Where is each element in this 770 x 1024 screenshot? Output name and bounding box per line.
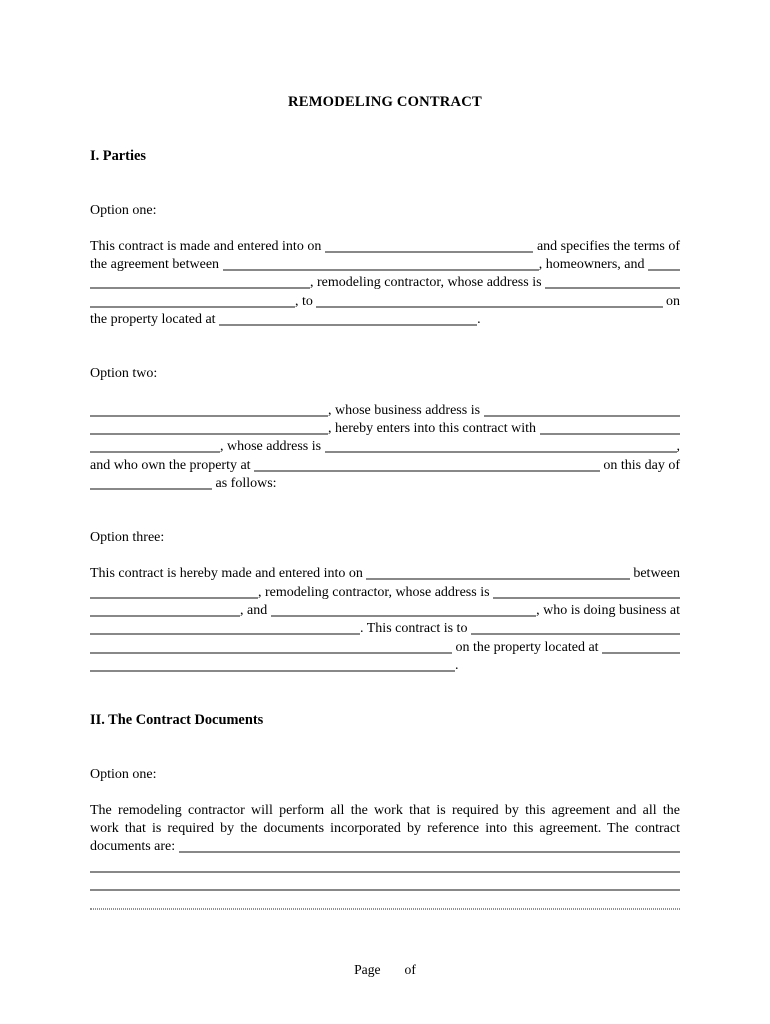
- section-heading: I. Parties: [90, 148, 146, 165]
- option-label: Option two:: [90, 366, 158, 382]
- text-run: work that is required by the documents incorporated by reference into this agreement. The contract: [90, 821, 680, 837]
- blank-field[interactable]: [366, 578, 629, 580]
- form-line: [90, 311, 680, 329]
- text-run: .: [477, 312, 481, 328]
- form-line: [90, 639, 680, 657]
- form-line: [90, 802, 680, 820]
- blank-field[interactable]: [493, 596, 680, 598]
- text-run: and specifies the terms of: [533, 238, 680, 254]
- text-run: between: [629, 566, 680, 582]
- text-run: , whose address is: [220, 439, 325, 455]
- form-line: [90, 402, 680, 420]
- blank-field[interactable]: [90, 487, 212, 489]
- text-run: , remodeling contractor, whose address is: [310, 275, 546, 291]
- text-run: This contract is made and entered into on: [90, 238, 325, 254]
- form-line: [90, 475, 680, 493]
- footer-of-label: of: [404, 962, 416, 977]
- blank-field[interactable]: [271, 615, 536, 617]
- blank-field[interactable]: [316, 305, 662, 307]
- text-run: .: [455, 657, 459, 673]
- blank-field[interactable]: [602, 651, 680, 653]
- blank-field[interactable]: [90, 414, 328, 416]
- text-run: This contract is hereby made and entered into on: [90, 566, 367, 582]
- form-paragraph: [90, 238, 680, 329]
- form-line: [90, 820, 680, 838]
- form-line: [90, 584, 680, 602]
- blank-field[interactable]: [90, 432, 328, 434]
- option-label: Option one:: [90, 766, 157, 782]
- text-run: on the property located at: [452, 639, 603, 655]
- form-line: [90, 620, 680, 638]
- blank-field[interactable]: [90, 615, 240, 617]
- blank-field[interactable]: [648, 269, 680, 271]
- text-run: on this day of: [599, 457, 680, 473]
- text-run: . This contract is to: [360, 621, 471, 637]
- form-line: [90, 238, 680, 256]
- text-run: , whose business address is: [328, 402, 484, 418]
- blank-field[interactable]: [471, 633, 680, 635]
- rule-line: [90, 857, 680, 875]
- page-title: REMODELING CONTRACT: [288, 94, 482, 110]
- option-label: Option three:: [90, 530, 165, 546]
- blank-field[interactable]: [325, 451, 677, 453]
- form-paragraph: [90, 402, 680, 493]
- blank-field[interactable]: [90, 907, 680, 909]
- document-sections: [90, 147, 680, 911]
- blank-field[interactable]: [90, 669, 455, 671]
- blank-field[interactable]: [254, 469, 600, 471]
- form-line: [90, 256, 680, 274]
- blank-field[interactable]: [90, 596, 258, 598]
- blank-field[interactable]: [219, 324, 477, 326]
- blank-field[interactable]: [90, 871, 680, 873]
- blank-field[interactable]: [90, 451, 220, 453]
- option-label: Option one:: [90, 202, 157, 218]
- form-line: [90, 602, 680, 620]
- rule-line: [90, 893, 680, 911]
- text-run: ,: [676, 439, 680, 455]
- text-run: , who is doing business at: [536, 603, 680, 619]
- form-paragraph: [90, 802, 680, 912]
- form-line: [90, 274, 680, 292]
- blank-field[interactable]: [545, 287, 680, 289]
- form-line: [90, 457, 680, 475]
- blank-field[interactable]: [484, 414, 680, 416]
- text-run: The remodeling contractor will perform all the work that is required by this agreement and all the: [90, 802, 680, 818]
- form-line: [90, 657, 680, 675]
- blank-field[interactable]: [223, 269, 539, 271]
- blank-field[interactable]: [90, 305, 295, 307]
- blank-field[interactable]: [90, 651, 452, 653]
- blank-field[interactable]: [90, 287, 310, 289]
- form-line: [90, 420, 680, 438]
- blank-field[interactable]: [90, 889, 680, 891]
- form-line: [90, 565, 680, 583]
- footer-page-label: Page: [354, 962, 381, 977]
- form-line: [90, 838, 680, 856]
- blank-field[interactable]: [179, 851, 680, 853]
- text-run: on: [662, 293, 680, 309]
- text-run: as follows:: [212, 475, 277, 491]
- form-line: [90, 438, 680, 456]
- blank-field[interactable]: [325, 250, 534, 252]
- section-heading: II. The Contract Documents: [90, 712, 264, 729]
- blank-field[interactable]: [540, 432, 681, 434]
- page-footer: [0, 961, 770, 979]
- text-run: the agreement between: [90, 257, 223, 273]
- text-run: documents are:: [90, 839, 179, 855]
- form-line: [90, 293, 680, 311]
- text-run: , homeowners, and: [538, 257, 648, 273]
- blank-field[interactable]: [90, 633, 360, 635]
- rule-line: [90, 875, 680, 893]
- text-run: the property located at: [90, 312, 220, 328]
- form-paragraph: [90, 565, 680, 675]
- text-run: , remodeling contractor, whose address is: [258, 584, 494, 600]
- text-run: , and: [240, 603, 271, 619]
- text-run: and who own the property at: [90, 457, 255, 473]
- text-run: , hereby enters into this contract with: [328, 420, 540, 436]
- text-run: , to: [295, 293, 317, 309]
